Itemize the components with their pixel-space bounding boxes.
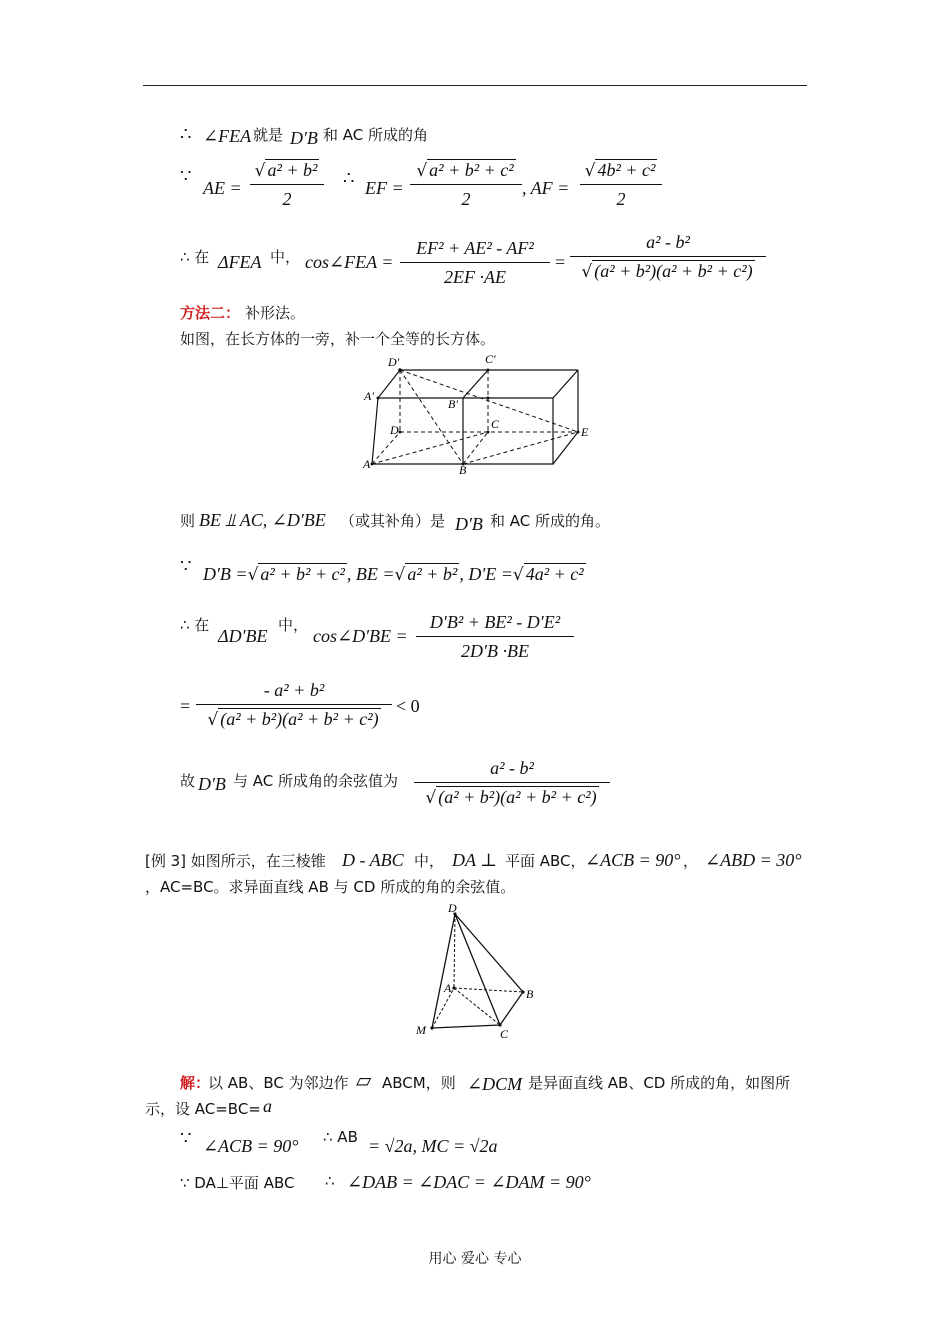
label-c: C [491,417,500,431]
ef-fraction: $\frac{\text{√ a² + b² + c²}}{2}$ [410,160,522,210]
label-a: A [363,457,371,471]
text: ∴ [325,1172,335,1190]
lengths-formula: D′B =√ a² + b² + c² , BE =√ a² + b² , D′E =√ 4a² + c² [203,564,584,585]
because-symbol: ∵ [180,1128,192,1148]
segment-db: D′B [198,774,226,794]
text: ∴ 在 [180,616,210,634]
example-three-text: [例 3] 如图所示，在三棱锥 [145,852,326,870]
because-symbol: ∵ [180,556,192,576]
text: 中， [414,852,445,870]
angle-acb-value: ∠ACB = 90° [203,1136,299,1156]
cos-dbe-fraction: $\frac{\text{D′B² + BE² - D′E²}}{2D'B \cdot BE}$ [416,612,574,662]
label-m: M [416,1023,426,1037]
cos-fea-fraction: $\frac{\text{EF² + AE² - AF²}}{2EF \cdot AE}$ [400,238,550,288]
ae-fraction: $\frac{\text{√ a² + b²}}{2}$ [250,160,324,210]
af-label: , AF = [522,178,570,198]
angle-dcm: ∠DCM [467,1074,523,1094]
triangle-fea: ΔFEA [218,252,262,272]
text: 和 AC 所成的角 [323,126,429,144]
text: 示，设 AC=BC= [145,1100,261,1118]
label-d-prime: D′ [388,355,400,369]
text: 故 [180,772,196,790]
cos-fea-result: $\frac{\text{a² - b²}}{\text{√ (a² + b²)(a² + b² + c²)}}$ [570,232,766,282]
da-perp: DA ⊥ [452,850,498,870]
therefore-symbol: ∴ [180,124,192,144]
parallelogram-symbol: ▱ [356,1070,372,1092]
cos-fea: cos∠FEA = [305,252,394,272]
angle-acb: ∠ACB = 90° [585,850,681,870]
angle-abd: ∠ABD = 30° [705,850,802,870]
label-a-prime: A′ [364,389,374,403]
text: 是异面直线 AB、CD 所成的角，如图所 [528,1074,791,1092]
angle-fea: ∠FEA [203,126,252,146]
text: ABCM，则 [382,1074,456,1092]
right-angles: ∠DAB = ∠DAC = ∠DAM = 90° [347,1172,591,1192]
segment-db: D′B [290,128,318,148]
method-two-description: 如图，在长方体的一旁，补一个全等的长方体。 [180,330,496,348]
pyramid-dabc: D - ABC [342,850,404,870]
ef-label: EF = [365,178,404,198]
method-two-label: 方法二： [180,304,241,322]
header-rule [143,85,807,86]
be-ac-parallel: BE ⫫ AC, ∠D′BE [199,510,326,530]
text: 与 AC 所成角的余弦值为 [233,772,399,790]
label-b: B [459,463,467,476]
label-d: D [390,423,399,437]
text: ∴ AB [323,1128,358,1146]
therefore-symbol: ∴ [343,168,355,188]
equals: = [180,696,191,716]
text: 中， [270,248,301,266]
text: ∵ DA⊥平面 ABC [180,1174,295,1192]
text: 以 AB、BC 为邻边作 [208,1074,349,1092]
label-b: B [526,987,534,1001]
cos-dbe: cos∠D′BE = [313,626,408,646]
because-symbol: ∵ [180,166,192,186]
text: 平面 ABC， [505,852,586,870]
page-footer: 用心 爱心 专心 [428,1251,522,1267]
text: 和 AC 所成的角。 [490,512,611,530]
label-b-prime: B′ [448,397,458,411]
text: 中， [278,616,309,634]
pyramid-figure [410,900,545,1045]
triangle-dbe: ΔD′BE [218,626,268,646]
text: 则 [180,512,196,530]
equals: = [555,252,566,272]
ab-mc-lengths: = √2a, MC = √2a [368,1136,498,1156]
label-d: D [448,901,457,915]
af-fraction: $\frac{\text{√ 4b² + c²}}{2}$ [580,160,662,210]
text: ∴ 在 [180,248,210,266]
cuboid-figure [360,352,600,476]
cosine-value-fraction: $\frac{\text{a² - b²}}{\text{√ (a² + b²)(a² + b² + c²)}}$ [414,758,610,808]
method-two-text: 补形法。 [245,304,306,322]
cos-dbe-result: $\frac{\text{- a² + b²}}{\text{√ (a² + b²)(a² + b² + c²)}}$ [196,680,392,730]
ae-label: AE = [203,178,242,198]
solution-label: 解： [180,1074,211,1092]
example-three-question: ，AC=BC。求异面直线 AB 与 CD 所成的角的余弦值。 [145,878,516,896]
text: ， [683,852,699,870]
segment-db: D′B [455,514,483,534]
label-a: A [444,981,452,995]
label-c-prime: C′ [485,352,496,366]
text: （或其补角）是 [340,512,446,530]
label-c: C [500,1027,509,1041]
variable-a: a [263,1096,272,1116]
less-than-zero: < 0 [396,696,420,716]
text: 就是 [253,126,284,144]
label-e: E [581,425,589,439]
